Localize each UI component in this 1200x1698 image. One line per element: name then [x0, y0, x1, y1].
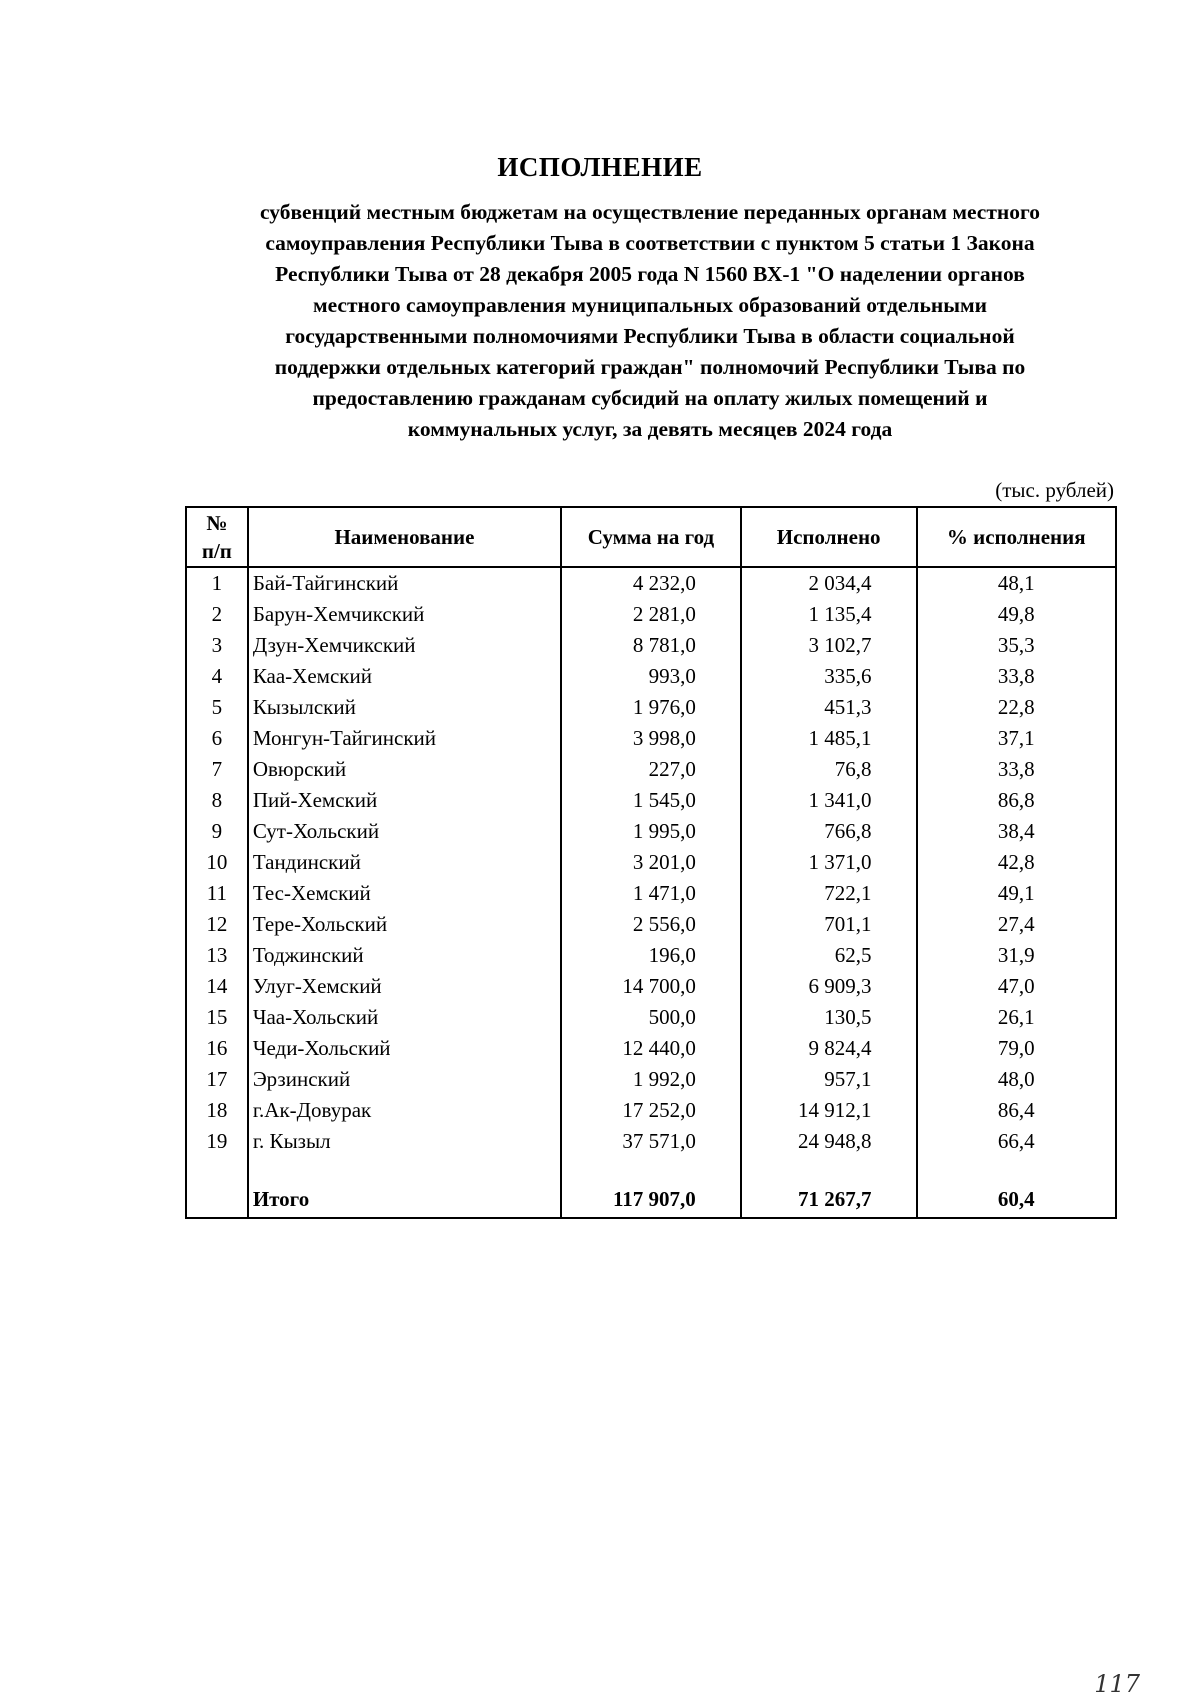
- table-row: [186, 785, 1116, 816]
- table-row: [186, 1033, 1116, 1064]
- row-executed: 1 341,0: [741, 785, 917, 816]
- row-executed: 335,6: [741, 661, 917, 692]
- row-annual-sum: 17 252,0: [561, 1095, 741, 1126]
- row-percent: 22,8: [917, 692, 1117, 723]
- row-percent: 86,8: [917, 785, 1117, 816]
- row-executed: 1 135,4: [741, 599, 917, 630]
- row-executed: 3 102,7: [741, 630, 917, 661]
- row-percent: 49,1: [917, 878, 1117, 909]
- subtitle-line: субвенций местным бюджетам на осуществление переданных органам местного: [259, 200, 1041, 224]
- row-annual-sum: 8 781,0: [561, 630, 741, 661]
- row-number: 13: [186, 940, 248, 971]
- row-name: Тоджинский: [248, 940, 561, 971]
- row-percent: 66,4: [917, 1126, 1117, 1157]
- page-number: 117: [1094, 1670, 1140, 1698]
- row-number: 2: [186, 599, 248, 630]
- row-name: Эрзинский: [248, 1064, 561, 1095]
- subtitle-line: поддержки отдельных категорий граждан" полномочий Республики Тыва по: [274, 355, 1026, 379]
- table-row: [186, 630, 1116, 661]
- row-percent: 49,8: [917, 599, 1117, 630]
- header-percent: % исполнения: [917, 507, 1117, 567]
- table-row: [186, 816, 1116, 847]
- document-subtitle: [200, 197, 1100, 445]
- row-percent: 26,1: [917, 1002, 1117, 1033]
- row-executed: 957,1: [741, 1064, 917, 1095]
- row-number: 9: [186, 816, 248, 847]
- table-body: [186, 567, 1116, 1157]
- total-row: [186, 1181, 1116, 1218]
- row-number: 11: [186, 878, 248, 909]
- total-label: Итого: [248, 1181, 561, 1218]
- subtitle-line: местного самоуправления муниципальных образований отдельными: [312, 293, 988, 317]
- header-annual-sum: Сумма на год: [561, 507, 741, 567]
- row-name: Дзун-Хемчикский: [248, 630, 561, 661]
- total-number-cell: [186, 1181, 248, 1218]
- row-executed: 9 824,4: [741, 1033, 917, 1064]
- row-percent: 79,0: [917, 1033, 1117, 1064]
- row-number: 1: [186, 567, 248, 599]
- row-annual-sum: 1 995,0: [561, 816, 741, 847]
- row-number: 8: [186, 785, 248, 816]
- row-percent: 47,0: [917, 971, 1117, 1002]
- row-executed: 1 371,0: [741, 847, 917, 878]
- table-row: [186, 878, 1116, 909]
- header-name: Наименование: [248, 507, 561, 567]
- row-annual-sum: 12 440,0: [561, 1033, 741, 1064]
- row-name: г. Кызыл: [248, 1126, 561, 1157]
- row-executed: 1 485,1: [741, 723, 917, 754]
- subtitle-line: предоставлению гражданам субсидий на оплату жилых помещений и: [312, 386, 988, 410]
- header-number-symbol: №: [206, 511, 228, 535]
- row-annual-sum: 3 201,0: [561, 847, 741, 878]
- table-row: [186, 847, 1116, 878]
- row-percent: 37,1: [917, 723, 1117, 754]
- row-name: г.Ак-Довурак: [248, 1095, 561, 1126]
- row-number: 18: [186, 1095, 248, 1126]
- units-label: (тыс. рублей): [995, 478, 1114, 502]
- row-number: 15: [186, 1002, 248, 1033]
- row-executed: 701,1: [741, 909, 917, 940]
- row-name: Бай-Тайгинский: [248, 567, 561, 599]
- table-row: [186, 940, 1116, 971]
- row-executed: 24 948,8: [741, 1126, 917, 1157]
- row-name: Улуг-Хемский: [248, 971, 561, 1002]
- row-number: 7: [186, 754, 248, 785]
- table-row: [186, 723, 1116, 754]
- row-annual-sum: 1 545,0: [561, 785, 741, 816]
- row-number: 14: [186, 971, 248, 1002]
- row-executed: 6 909,3: [741, 971, 917, 1002]
- row-annual-sum: 500,0: [561, 1002, 741, 1033]
- row-executed: 766,8: [741, 816, 917, 847]
- row-number: 3: [186, 630, 248, 661]
- subtitle-line: коммунальных услуг, за девять месяцев 2024 года: [407, 417, 893, 441]
- row-annual-sum: 2 281,0: [561, 599, 741, 630]
- table-header-row: [186, 507, 1116, 567]
- table-row: [186, 1064, 1116, 1095]
- row-name: Овюрский: [248, 754, 561, 785]
- total-annual-sum: 117 907,0: [561, 1181, 741, 1218]
- total-percent: 60,4: [917, 1181, 1117, 1218]
- row-name: Тес-Хемский: [248, 878, 561, 909]
- row-number: 5: [186, 692, 248, 723]
- row-percent: 27,4: [917, 909, 1117, 940]
- row-annual-sum: 4 232,0: [561, 567, 741, 599]
- row-name: Пий-Хемский: [248, 785, 561, 816]
- row-annual-sum: 993,0: [561, 661, 741, 692]
- row-number: 17: [186, 1064, 248, 1095]
- row-annual-sum: 196,0: [561, 940, 741, 971]
- table-row: [186, 971, 1116, 1002]
- row-number: 4: [186, 661, 248, 692]
- row-annual-sum: 1 976,0: [561, 692, 741, 723]
- row-percent: 31,9: [917, 940, 1117, 971]
- row-executed: 130,5: [741, 1002, 917, 1033]
- total-executed: 71 267,7: [741, 1181, 917, 1218]
- row-annual-sum: 3 998,0: [561, 723, 741, 754]
- row-annual-sum: 14 700,0: [561, 971, 741, 1002]
- row-executed: 76,8: [741, 754, 917, 785]
- row-percent: 35,3: [917, 630, 1117, 661]
- row-name: Каа-Хемский: [248, 661, 561, 692]
- document-title: ИСПОЛНЕНИЕ: [497, 152, 703, 182]
- header-number-abbr: п/п: [201, 539, 232, 563]
- table-row: [186, 567, 1116, 599]
- row-name: Сут-Хольский: [248, 816, 561, 847]
- row-percent: 42,8: [917, 847, 1117, 878]
- header-executed: Исполнено: [741, 507, 917, 567]
- row-annual-sum: 1 992,0: [561, 1064, 741, 1095]
- table-row: [186, 599, 1116, 630]
- table-row: [186, 909, 1116, 940]
- row-name: Кызылский: [248, 692, 561, 723]
- row-number: 10: [186, 847, 248, 878]
- table-row: [186, 1126, 1116, 1157]
- row-name: Чеди-Хольский: [248, 1033, 561, 1064]
- table-row: [186, 1095, 1116, 1126]
- row-name: Тандинский: [248, 847, 561, 878]
- row-number: 16: [186, 1033, 248, 1064]
- header-number: [186, 507, 248, 567]
- row-executed: 14 912,1: [741, 1095, 917, 1126]
- subtitle-line: Республики Тыва от 28 декабря 2005 года N 1560 ВХ-1 "О наделении органов: [275, 262, 1025, 286]
- row-name: Барун-Хемчикский: [248, 599, 561, 630]
- row-percent: 86,4: [917, 1095, 1117, 1126]
- row-percent: 33,8: [917, 661, 1117, 692]
- table-row: [186, 754, 1116, 785]
- subtitle-line: самоуправления Республики Тыва в соответствии с пунктом 5 статьи 1 Закона: [265, 231, 1035, 255]
- table-row: [186, 692, 1116, 723]
- subtitle-line: государственными полномочиями Республики Тыва в области социальной: [285, 324, 1015, 348]
- row-executed: 62,5: [741, 940, 917, 971]
- spacer-row: [186, 1157, 1116, 1181]
- row-percent: 33,8: [917, 754, 1117, 785]
- row-name: Чаа-Хольский: [248, 1002, 561, 1033]
- table-row: [186, 661, 1116, 692]
- row-annual-sum: 227,0: [561, 754, 741, 785]
- row-percent: 38,4: [917, 816, 1117, 847]
- row-annual-sum: 2 556,0: [561, 909, 741, 940]
- row-executed: 722,1: [741, 878, 917, 909]
- row-number: 6: [186, 723, 248, 754]
- row-name: Тере-Хольский: [248, 909, 561, 940]
- row-executed: 451,3: [741, 692, 917, 723]
- row-percent: 48,1: [917, 567, 1117, 599]
- row-number: 19: [186, 1126, 248, 1157]
- row-annual-sum: 37 571,0: [561, 1126, 741, 1157]
- table-row: [186, 1002, 1116, 1033]
- row-number: 12: [186, 909, 248, 940]
- row-percent: 48,0: [917, 1064, 1117, 1095]
- row-executed: 2 034,4: [741, 567, 917, 599]
- row-name: Монгун-Тайгинский: [248, 723, 561, 754]
- row-annual-sum: 1 471,0: [561, 878, 741, 909]
- execution-table: [185, 506, 1117, 1219]
